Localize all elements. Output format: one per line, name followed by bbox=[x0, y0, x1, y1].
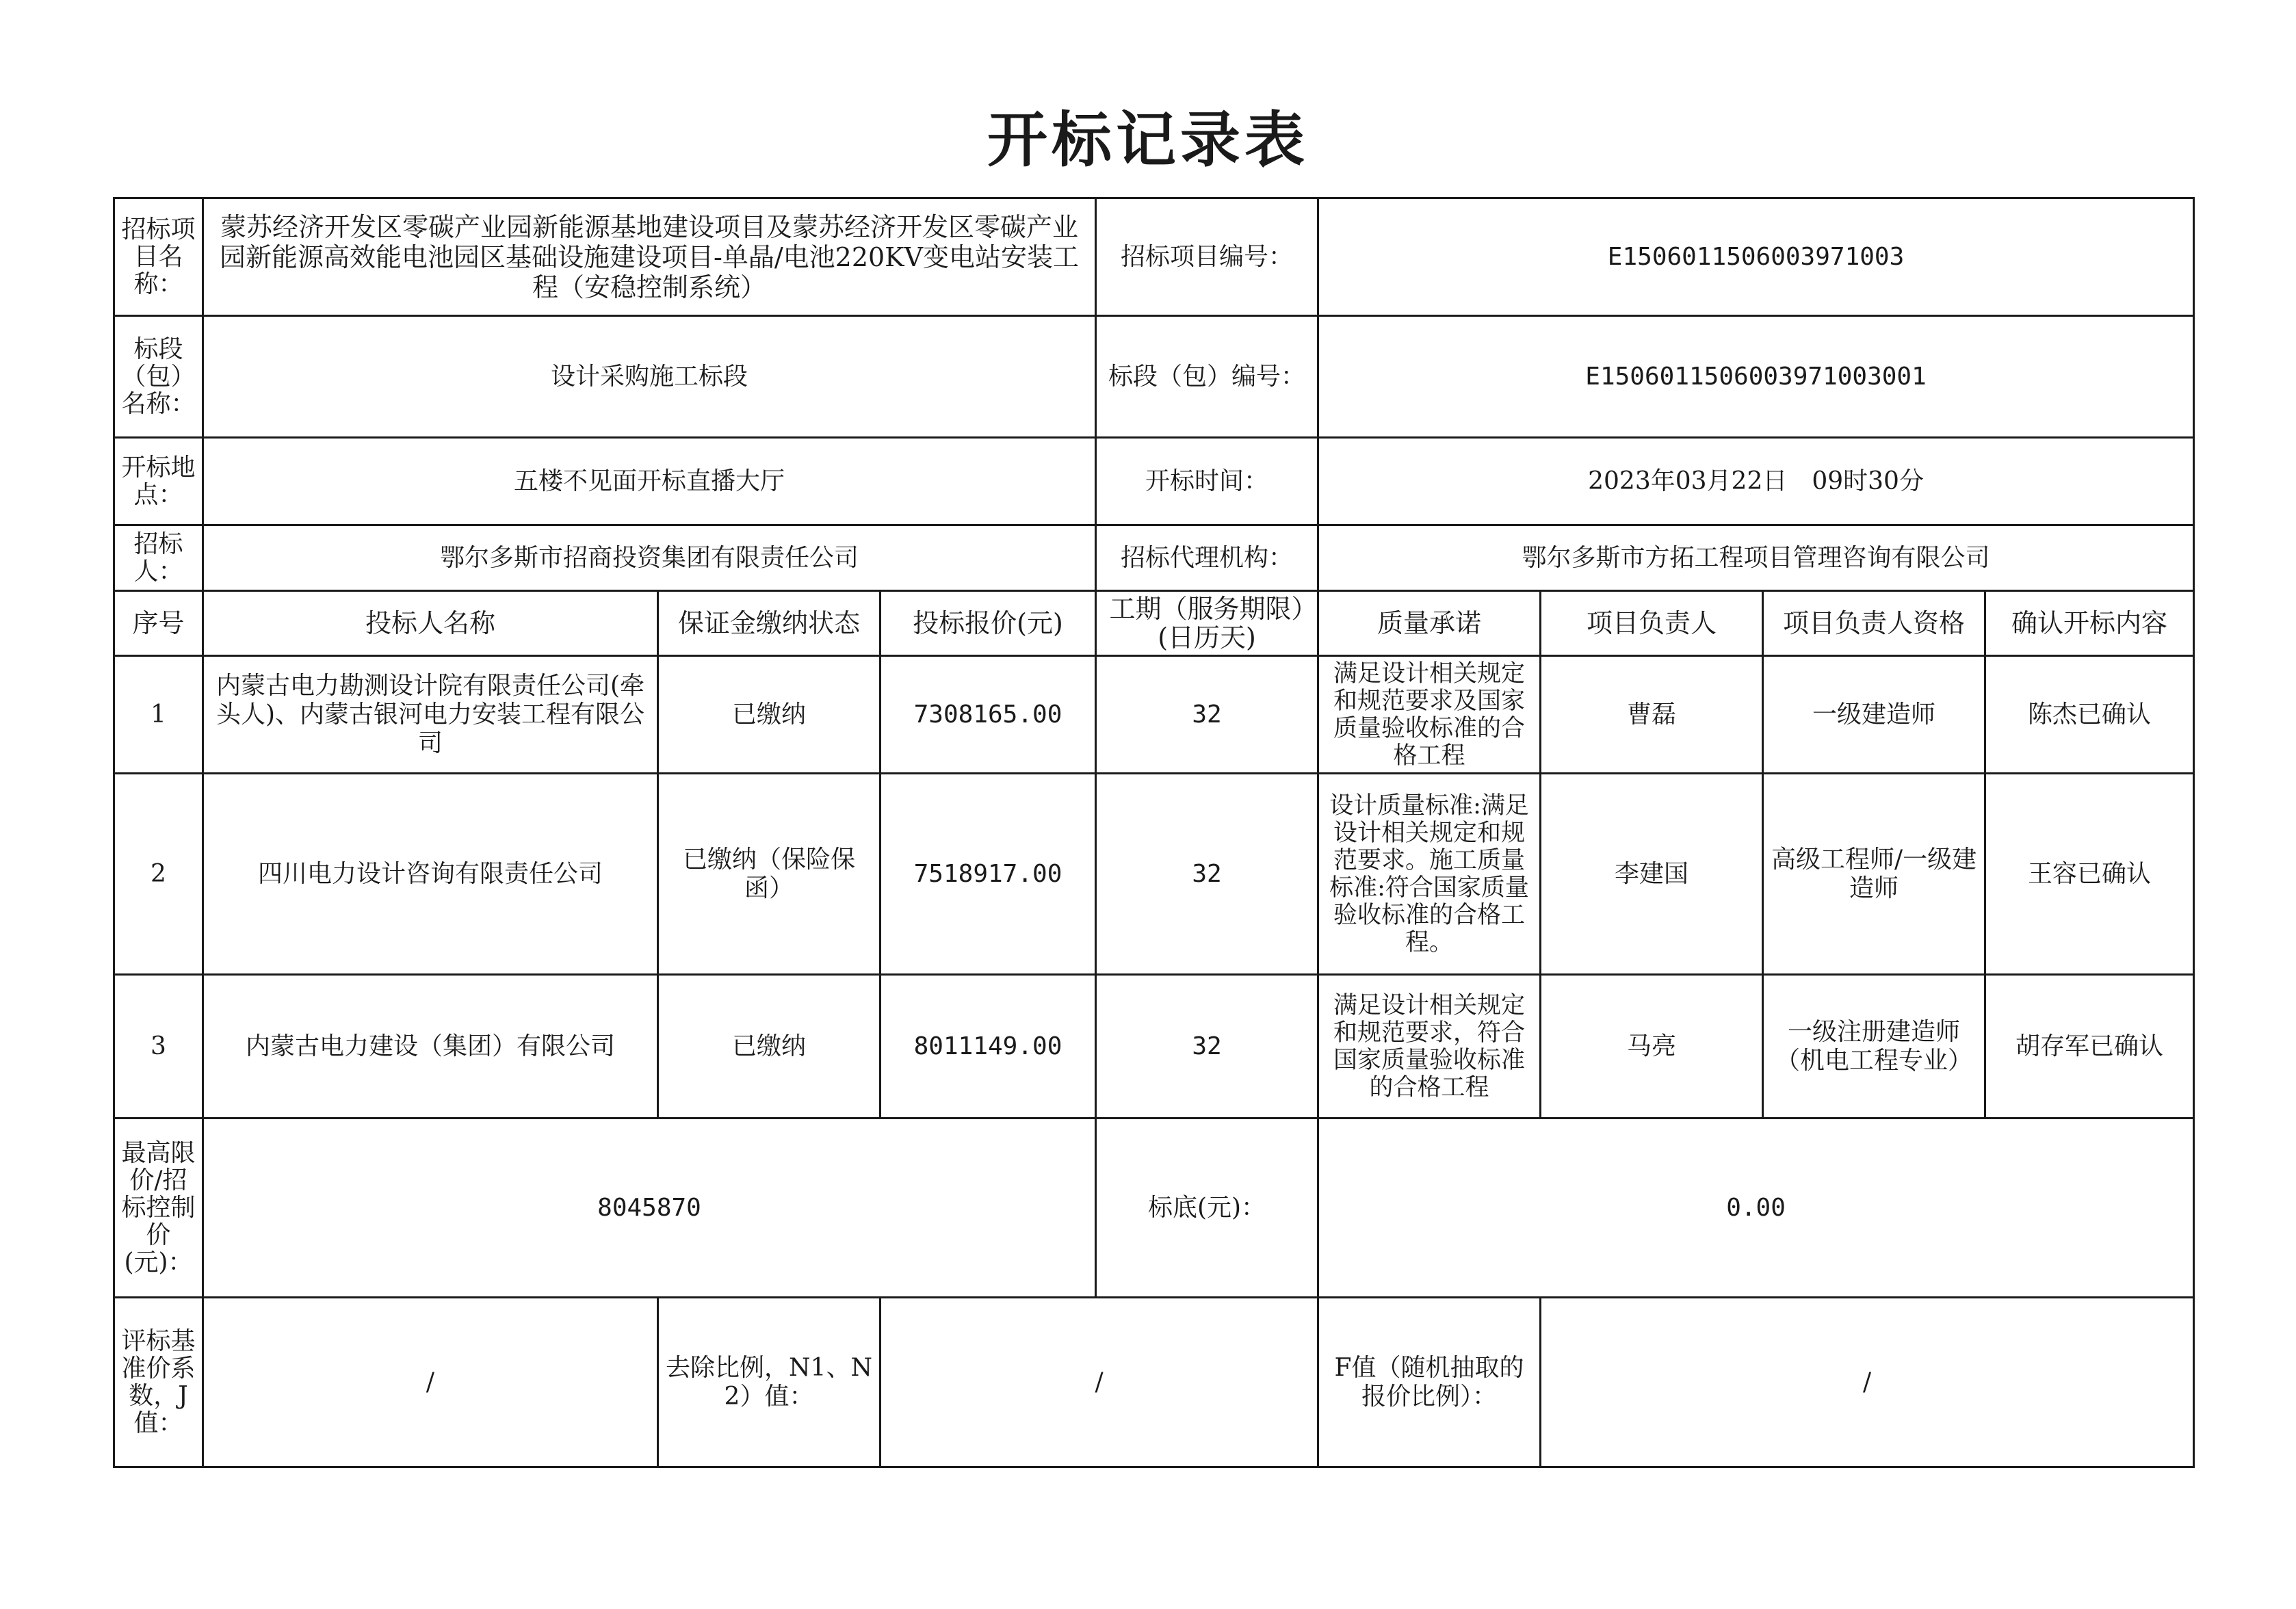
confirmation: 陈杰已确认 bbox=[1985, 656, 2194, 774]
location-time-row bbox=[114, 438, 2194, 525]
section-name-label: 标段（包）名称： bbox=[114, 316, 203, 438]
deposit-status: 已缴纳 bbox=[658, 975, 880, 1119]
quality-commitment: 满足设计相关规定和规范要求，符合国家质量验收标准的合格工程 bbox=[1318, 975, 1541, 1119]
project-manager: 李建国 bbox=[1541, 774, 1763, 975]
column-header-confirm: 确认开标内容 bbox=[1985, 591, 2194, 656]
confirmation: 胡存军已确认 bbox=[1985, 975, 2194, 1119]
agency-label: 招标代理机构： bbox=[1096, 525, 1318, 591]
time-label: 开标时间： bbox=[1096, 438, 1318, 525]
duration-days: 32 bbox=[1096, 975, 1318, 1119]
section-row bbox=[114, 316, 2194, 438]
deposit-status: 已缴纳（保险保函） bbox=[658, 774, 880, 975]
tenderer-label: 招标人： bbox=[114, 525, 203, 591]
manager-qualification: 高级工程师/一级建造师 bbox=[1763, 774, 1985, 975]
f-value-value: / bbox=[1541, 1298, 2194, 1467]
column-header-quality: 质量承诺 bbox=[1318, 591, 1541, 656]
project-code-label: 招标项目编号： bbox=[1096, 198, 1318, 316]
table-row bbox=[114, 774, 2194, 975]
project-name-label: 招标项目名称： bbox=[114, 198, 203, 316]
document-title: 开标记录表 bbox=[987, 105, 1309, 175]
bidder-name: 四川电力设计咨询有限责任公司 bbox=[203, 774, 658, 975]
manager-qualification: 一级建造师 bbox=[1763, 656, 1985, 774]
row-number: 1 bbox=[114, 656, 203, 774]
manager-qualification: 一级注册建造师（机电工程专业） bbox=[1763, 975, 1985, 1119]
table-row bbox=[114, 975, 2194, 1119]
project-name-value: 蒙苏经济开发区零碳产业园新能源基地建设项目及蒙苏经济开发区零碳产业园新能源高效能电池园区基础设施建设项目-单晶/电池220KV变电站安装工程（安稳控制系统） bbox=[203, 198, 1096, 316]
max-price-label: 最高限价/招标控制价(元)： bbox=[114, 1119, 203, 1298]
bid-price: 8011149.00 bbox=[880, 975, 1096, 1119]
column-header-bidder: 投标人名称 bbox=[203, 591, 658, 656]
column-header-price: 投标报价(元) bbox=[880, 591, 1096, 656]
tenderer-value: 鄂尔多斯市招商投资集团有限责任公司 bbox=[203, 525, 1096, 591]
coefficient-value: / bbox=[203, 1298, 658, 1467]
max-price-value: 8045870 bbox=[203, 1119, 1096, 1298]
table-row bbox=[114, 656, 2194, 774]
location-value: 五楼不见面开标直播大厅 bbox=[203, 438, 1096, 525]
removal-ratio-label: 去除比例，N1、N2）值： bbox=[658, 1298, 880, 1467]
project-name-row bbox=[114, 198, 2194, 316]
row-number: 3 bbox=[114, 975, 203, 1119]
price-limit-row bbox=[114, 1119, 2194, 1298]
bidder-name: 内蒙古电力建设（集团）有限公司 bbox=[203, 975, 658, 1119]
quality-commitment: 满足设计相关规定和规范要求及国家质量验收标准的合格工程 bbox=[1318, 656, 1541, 774]
project-code-value: E1506011506003971003 bbox=[1318, 198, 2194, 316]
column-header-row bbox=[114, 591, 2194, 656]
tenderer-agency-row bbox=[114, 525, 2194, 591]
section-code-value: E1506011506003971003001 bbox=[1318, 316, 2194, 438]
base-price-value: 0.00 bbox=[1318, 1119, 2194, 1298]
removal-ratio-value: / bbox=[880, 1298, 1318, 1467]
confirmation: 王容已确认 bbox=[1985, 774, 2194, 975]
time-value: 2023年03月22日 09时30分 bbox=[1318, 438, 2194, 525]
agency-value: 鄂尔多斯市方拓工程项目管理咨询有限公司 bbox=[1318, 525, 2194, 591]
column-header-no: 序号 bbox=[114, 591, 203, 656]
section-code-label: 标段（包）编号： bbox=[1096, 316, 1318, 438]
coefficient-row bbox=[114, 1298, 2194, 1467]
column-header-qualification: 项目负责人资格 bbox=[1763, 591, 1985, 656]
location-label: 开标地点： bbox=[114, 438, 203, 525]
project-manager: 马亮 bbox=[1541, 975, 1763, 1119]
column-header-duration: 工期（服务期限）(日历天) bbox=[1096, 591, 1318, 656]
base-price-label: 标底(元)： bbox=[1096, 1119, 1318, 1298]
f-value-label: F值（随机抽取的报价比例）： bbox=[1318, 1298, 1541, 1467]
section-name-value: 设计采购施工标段 bbox=[203, 316, 1096, 438]
project-manager: 曹磊 bbox=[1541, 656, 1763, 774]
row-number: 2 bbox=[114, 774, 203, 975]
quality-commitment: 设计质量标准:满足设计相关规定和规范要求。施工质量标准:符合国家质量验收标准的合格工程。 bbox=[1318, 774, 1541, 975]
column-header-manager: 项目负责人 bbox=[1541, 591, 1763, 656]
bid-price: 7518917.00 bbox=[880, 774, 1096, 975]
bid-price: 7308165.00 bbox=[880, 656, 1096, 774]
deposit-status: 已缴纳 bbox=[658, 656, 880, 774]
duration-days: 32 bbox=[1096, 656, 1318, 774]
duration-days: 32 bbox=[1096, 774, 1318, 975]
coefficient-label: 评标基准价系数，J值： bbox=[114, 1298, 203, 1467]
bidder-name: 内蒙古电力勘测设计院有限责任公司(牵头人)、内蒙古银河电力安装工程有限公司 bbox=[203, 656, 658, 774]
column-header-deposit: 保证金缴纳状态 bbox=[658, 591, 880, 656]
bid-opening-record-table bbox=[113, 197, 2195, 1468]
